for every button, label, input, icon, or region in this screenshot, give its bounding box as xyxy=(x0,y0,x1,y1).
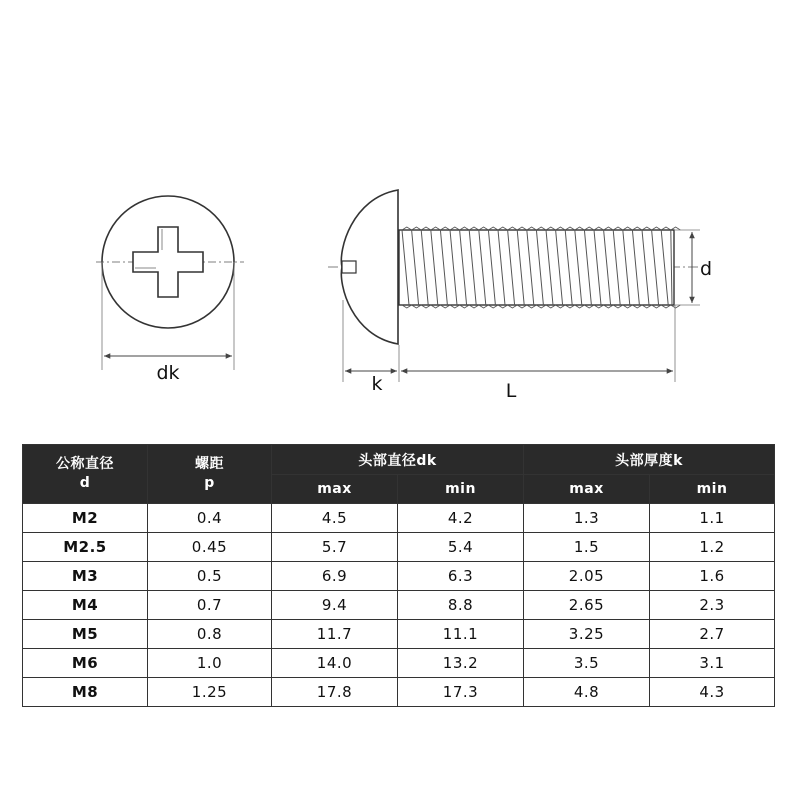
thread-crest xyxy=(671,305,681,308)
cell-size: M4 xyxy=(23,591,148,620)
cell-k-min: 1.1 xyxy=(650,504,775,533)
screw-side-view xyxy=(328,190,712,402)
header-k-min: min xyxy=(650,475,775,504)
cell-size: M2 xyxy=(23,504,148,533)
header-head-thickness: 头部厚度k xyxy=(524,445,775,475)
screw-shank xyxy=(399,230,674,305)
head-top-view xyxy=(96,196,244,384)
cell-k-max: 3.25 xyxy=(524,620,650,649)
cell-dk-max: 5.7 xyxy=(272,533,398,562)
k-label: k xyxy=(371,373,383,395)
cell-size: M8 xyxy=(23,678,148,707)
head-slot xyxy=(342,261,356,273)
cell-k-max: 2.65 xyxy=(524,591,650,620)
cell-pitch: 1.25 xyxy=(148,678,272,707)
thread-crest xyxy=(671,227,681,230)
cell-size: M5 xyxy=(23,620,148,649)
cell-pitch: 0.4 xyxy=(148,504,272,533)
cell-dk-min: 13.2 xyxy=(398,649,524,678)
cell-pitch: 1.0 xyxy=(148,649,272,678)
header-dk-min: min xyxy=(398,475,524,504)
cell-pitch: 0.7 xyxy=(148,591,272,620)
cell-dk-min: 17.3 xyxy=(398,678,524,707)
cell-k-max: 3.5 xyxy=(524,649,650,678)
cell-size: M2.5 xyxy=(23,533,148,562)
cell-dk-min: 5.4 xyxy=(398,533,524,562)
cell-k-max: 1.5 xyxy=(524,533,650,562)
screw-spec-table xyxy=(22,444,775,707)
table-row xyxy=(23,649,775,678)
header-head-diameter: 头部直径dk xyxy=(272,445,524,475)
cell-size: M6 xyxy=(23,649,148,678)
cell-k-max: 4.8 xyxy=(524,678,650,707)
header-pitch: 螺距 p xyxy=(148,445,272,504)
cell-dk-max: 6.9 xyxy=(272,562,398,591)
cell-dk-min: 4.2 xyxy=(398,504,524,533)
cell-dk-min: 8.8 xyxy=(398,591,524,620)
cell-pitch: 0.45 xyxy=(148,533,272,562)
cell-dk-min: 6.3 xyxy=(398,562,524,591)
cell-dk-max: 11.7 xyxy=(272,620,398,649)
cell-pitch: 0.5 xyxy=(148,562,272,591)
table-row xyxy=(23,562,775,591)
cell-k-max: 1.3 xyxy=(524,504,650,533)
cell-dk-max: 9.4 xyxy=(272,591,398,620)
dk-label: dk xyxy=(156,362,180,384)
cell-k-min: 3.1 xyxy=(650,649,775,678)
cell-k-min: 1.6 xyxy=(650,562,775,591)
table-row xyxy=(23,620,775,649)
table-row xyxy=(23,504,775,533)
cell-dk-max: 17.8 xyxy=(272,678,398,707)
header-nominal-diameter: 公称直径 d xyxy=(23,445,148,504)
spec-table-body xyxy=(23,504,775,707)
cell-dk-max: 14.0 xyxy=(272,649,398,678)
cell-k-min: 2.7 xyxy=(650,620,775,649)
cell-pitch: 0.8 xyxy=(148,620,272,649)
d-label: d xyxy=(700,258,713,280)
table-row xyxy=(23,591,775,620)
header-dk-max: max xyxy=(272,475,398,504)
table-row xyxy=(23,678,775,707)
cell-k-min: 4.3 xyxy=(650,678,775,707)
cell-dk-min: 11.1 xyxy=(398,620,524,649)
cell-k-min: 2.3 xyxy=(650,591,775,620)
cell-dk-max: 4.5 xyxy=(272,504,398,533)
cell-k-max: 2.05 xyxy=(524,562,650,591)
cell-size: M3 xyxy=(23,562,148,591)
L-label: L xyxy=(505,380,517,402)
header-k-max: max xyxy=(524,475,650,504)
cell-k-min: 1.2 xyxy=(650,533,775,562)
table-row xyxy=(23,533,775,562)
